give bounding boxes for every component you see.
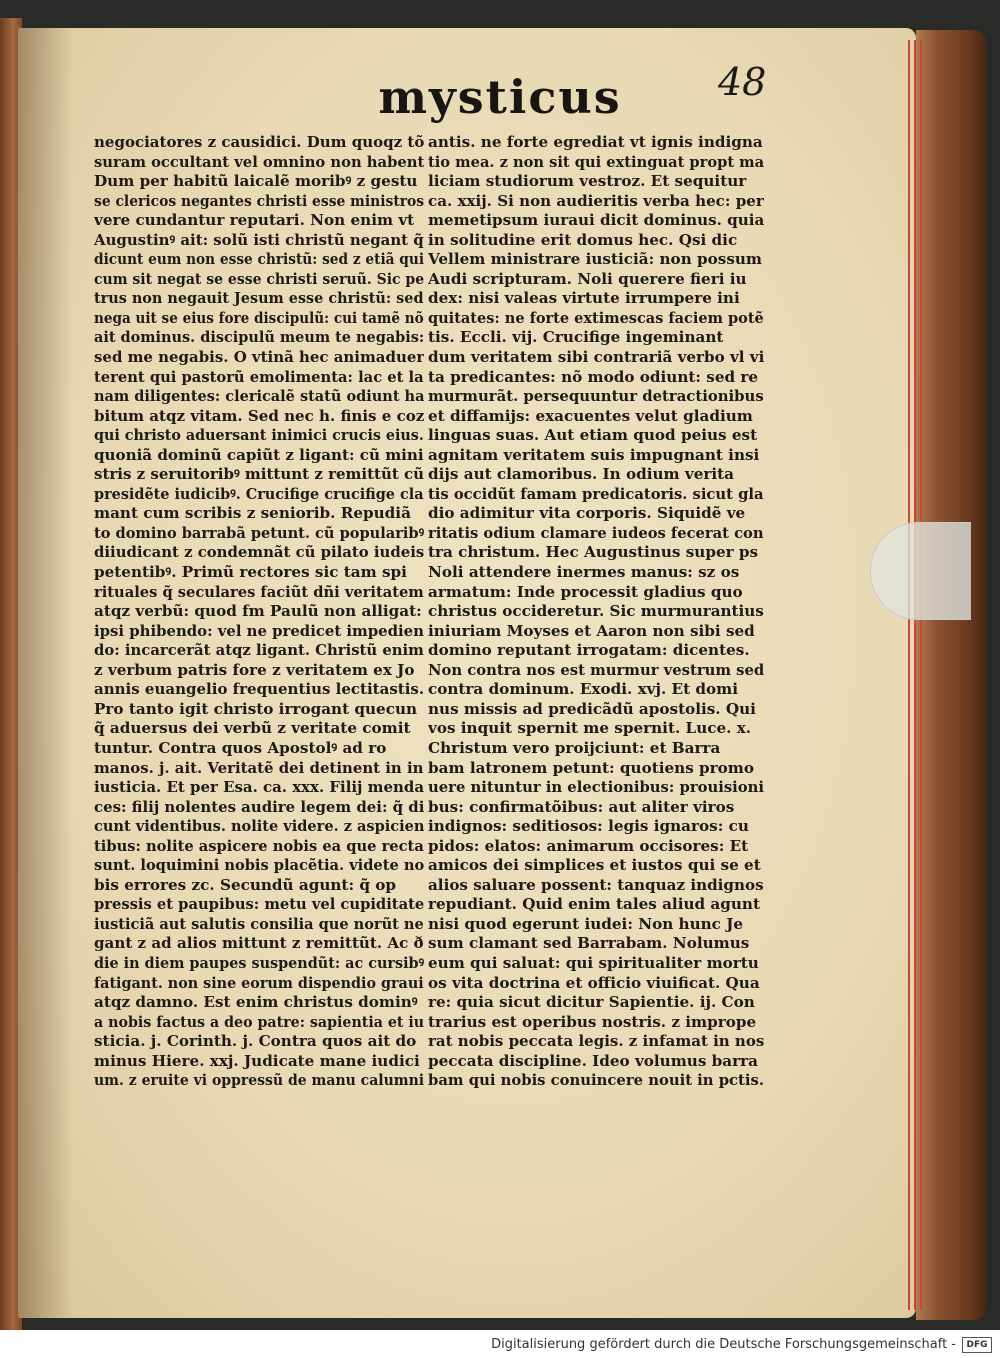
text-line: domino reputant irrogatam: dicentes.	[428, 641, 750, 660]
text-line: amicos dei simplices et iustos qui se et	[428, 856, 761, 875]
text-line: uere nituntur in electionibus: prouisioni	[428, 778, 765, 797]
text-line: suram occultant vel omnino non habent	[94, 152, 425, 171]
text-line: sticia. j. Corinth. j. Contra quos ait do	[94, 1032, 417, 1051]
text-line: a nobis factus a deo patre: sapientia et iu	[94, 1012, 425, 1031]
footer-bar	[0, 1330, 1000, 1358]
text-line: nisi quod egerunt iudei: Non hunc Je	[428, 914, 744, 933]
page-edge-line	[914, 40, 916, 1310]
text-line: ipsi phibendo: vel ne predicet impedien	[94, 621, 424, 640]
text-line: liciam studiorum vestroz. Et sequitur	[428, 172, 747, 191]
text-line: et diffamijs: exacuentes velut gladium	[428, 406, 753, 425]
text-line: tibus: nolite aspicere nobis ea que recta	[94, 836, 424, 855]
text-line: qui christo aduersant inimici crucis eius.	[94, 426, 424, 445]
text-line: die in diem paupes suspendũt: ac cursibꝰ	[94, 953, 425, 972]
text-line: bus: confirmatõibus: aut aliter viros	[428, 797, 735, 816]
text-line: tra christum. Hec Augustinus super ps	[428, 543, 759, 562]
text-line: dicunt eum non esse christũ: sed z etiã qui	[94, 250, 425, 269]
text-line: ait dominus. discipulũ meum te negabis:	[94, 328, 424, 347]
text-line: rat nobis peccata legis. z infamat in nos	[428, 1032, 764, 1051]
text-line: atqz verbũ: quod fm Paulũ non alligat:	[94, 602, 422, 621]
text-line: ces: filij nolentes audire legem dei: q̃ di	[94, 797, 424, 816]
text-line: in solitudine erit domus hec. Qsi dic	[428, 230, 738, 249]
text-line: dum veritatem sibi contrariã verbo vl vi	[428, 348, 764, 367]
text-line: to domino barrabã petunt. cũ popularibꝰ	[94, 523, 424, 542]
text-line: trarius est operibus nostris. z imprope	[428, 1012, 757, 1031]
text-line: alios saluare possent: tanquaz indignos	[428, 875, 764, 894]
text-line: z verbum patris fore z veritatem ex Jo	[94, 660, 415, 679]
text-line: ca. xxij. Si non audieritis verba hec: per	[428, 191, 764, 210]
text-line: murmurãt. persequuntur detractionibus	[428, 387, 764, 406]
text-line: vos inquit spernit me spernit. Luce. x.	[428, 719, 752, 738]
text-line: linguas suas. Aut etiam quod peius est	[428, 426, 758, 445]
text-column-right	[428, 133, 764, 1091]
text-line: christus occideretur. Sic murmurantius	[428, 602, 764, 621]
text-line: iniuriam Moyses et Aaron non sibi sed	[428, 621, 755, 640]
text-line: bis errores zc. Secundũ agunt: q̃ op	[94, 875, 396, 894]
text-line: negociatores z causidici. Dum quoqz tõ	[94, 133, 424, 151]
text-line: ta predicantes: nõ modo odiunt: sed re	[428, 367, 759, 386]
text-line: cunt videntibus. nolite videre. z aspicien	[94, 817, 425, 836]
text-line: quitates: ne forte extimescas faciem potẽ	[428, 308, 764, 327]
text-line: trus non negauit Jesum esse christũ: sed	[94, 289, 424, 308]
text-line: annis euangelio frequentius lectitastis.	[94, 680, 424, 699]
text-line: tis occidũt famam predicatoris. sicut gla	[428, 484, 764, 503]
text-line: bam qui nobis conuincere nouit in pctis.	[428, 1071, 764, 1090]
text-line: armatum: Inde processit gladius quo	[428, 582, 743, 601]
text-line: terent qui pastorũ emolimenta: lac et la	[94, 367, 424, 386]
text-line: fatigant. non sine eorum dispendio graui	[94, 973, 424, 992]
text-line: Pro tanto igit christo irrogant quecun	[94, 699, 418, 718]
text-line: Audi scripturam. Noli querere fieri iu	[428, 269, 747, 288]
text-line: antis. ne forte egrediat vt ignis indigna	[428, 133, 763, 151]
gutter-shadow	[18, 28, 73, 1318]
text-line: Dum per habitũ laicalẽ moribꝰ z gestu	[94, 172, 418, 191]
text-line: manos. j. ait. Veritatẽ dei detinent in in	[94, 758, 424, 777]
text-line: Christum vero proijciunt: et Barra	[428, 738, 721, 757]
page-edge-line	[908, 40, 910, 1310]
text-line: peccata discipline. Ideo volumus barra	[428, 1051, 758, 1070]
text-line: cum sit negat se esse christi seruũ. Sic pe	[94, 269, 425, 288]
text-line: os vita doctrina et officio viuificat. Qua	[428, 973, 760, 992]
text-line: tuntur. Contra quos Apostolꝰ ad ro	[94, 738, 387, 757]
text-line: do: incarcerãt atqz ligant. Christũ enim	[94, 641, 424, 660]
text-line: sed me negabis. O vtinã hec animaduer	[94, 348, 424, 367]
text-line: mant cum scribis z seniorib. Repudiã	[94, 504, 411, 523]
text-line: Vellem ministrare iusticiã: non possum	[428, 250, 762, 269]
text-line: se clericos negantes christi esse ministros	[94, 191, 424, 210]
text-line: nam diligentes: clericalẽ statũ odiunt ha	[94, 387, 425, 406]
text-line: nega uit se eius fore discipulũ: cui tamẽ nõ	[94, 308, 424, 327]
text-line: re: quia sicut dicitur Sapientie. ij. Con	[428, 993, 755, 1012]
text-line: contra dominum. Exodi. xvj. Et domi	[428, 680, 739, 699]
folio-number: 48	[718, 60, 767, 104]
text-line: presidẽte iudicibꝰ. Crucifige crucifige cla	[94, 484, 424, 503]
text-line: repudiant. Quid enim tales aliud agunt	[428, 895, 760, 914]
text-line: sunt. loquimini nobis placẽtia. videte no	[94, 856, 424, 875]
text-line: eum qui saluat: qui spiritualiter mortu	[428, 953, 759, 972]
text-line: bam latronem petunt: quotiens promo	[428, 758, 754, 777]
text-line: pidos: elatos: animarum occisores: Et	[428, 836, 749, 855]
funding-credit: Digitalisierung gefördert durch die Deutsche Forschungsgemeinschaft -	[491, 1337, 956, 1352]
text-line: ritatis odium clamare iudeos fecerat con	[428, 523, 764, 542]
text-line: indignos: seditiosos: legis ignaros: cu	[428, 817, 749, 836]
text-line: Augustinꝰ ait: solũ isti christũ negant q̃	[94, 230, 424, 249]
text-line: iusticia. Et per Esa. ca. xxx. Filij menda	[94, 778, 424, 797]
text-line: bitum atqz vitam. Sed nec h. finis e coz	[94, 406, 425, 425]
text-line: dex: nisi valeas virtute irrumpere ini	[428, 289, 740, 308]
text-line: q̃ aduersus dei verbũ z veritate comit	[94, 719, 411, 738]
text-line: Noli attendere inermes manus: sz os	[428, 563, 740, 582]
text-line: quoniã dominũ capiũt z ligant: cũ mini	[94, 445, 424, 464]
text-line: sum clamant sed Barrabam. Nolumus	[428, 934, 750, 953]
text-line: memetipsum iuraui dicit dominus. quia	[428, 211, 764, 230]
text-line: iusticiã aut salutis consilia que norũt ne	[94, 914, 424, 933]
text-line: stris z seruitoribꝰ mittunt z remittũt cũ	[94, 465, 424, 484]
text-line: pressis et paupibus: metu vel cupiditate	[94, 895, 425, 914]
text-column-left	[94, 133, 424, 1091]
text-line: diiudicant z condemnãt cũ pilato iudeis	[94, 543, 424, 562]
text-line: Non contra nos est murmur vestrum sed	[428, 660, 765, 679]
text-line: agnitam veritatem suis impugnant insi	[428, 445, 760, 464]
text-line: gant z ad alios mittunt z remittũt. Ac ð	[94, 934, 424, 953]
text-line: atqz damno. Est enim christus dominꝰ	[94, 993, 418, 1012]
page-marker-tab	[870, 522, 971, 620]
dfg-logo: DFG	[962, 1337, 992, 1353]
text-line: rituales q̃ seculares faciũt dñi veritatem	[94, 582, 424, 601]
text-line: tio mea. z non sit qui extinguat propt ma	[428, 152, 765, 171]
text-line: nus missis ad predicãdũ apostolis. Qui	[428, 699, 756, 718]
running-head-title: mysticus	[378, 70, 622, 124]
page-edge-line	[920, 40, 922, 1310]
text-line: petentibꝰ. Primũ rectores sic tam spi	[94, 563, 407, 582]
text-line: minus Hiere. xxj. Judicate mane iudici	[94, 1051, 420, 1070]
text-line: um. z eruite vi oppressũ de manu calumni	[94, 1071, 425, 1090]
text-line: dio adimitur vita corporis. Siquidẽ ve	[428, 504, 746, 523]
text-line: tis. Eccli. vij. Crucifige ingeminant	[428, 328, 724, 347]
text-line: dijs aut clamoribus. In odium verita	[428, 465, 734, 484]
text-line: vere cundantur reputari. Non enim vt	[94, 211, 415, 230]
running-head	[0, 70, 1000, 124]
book-cover-edge	[916, 30, 986, 1320]
